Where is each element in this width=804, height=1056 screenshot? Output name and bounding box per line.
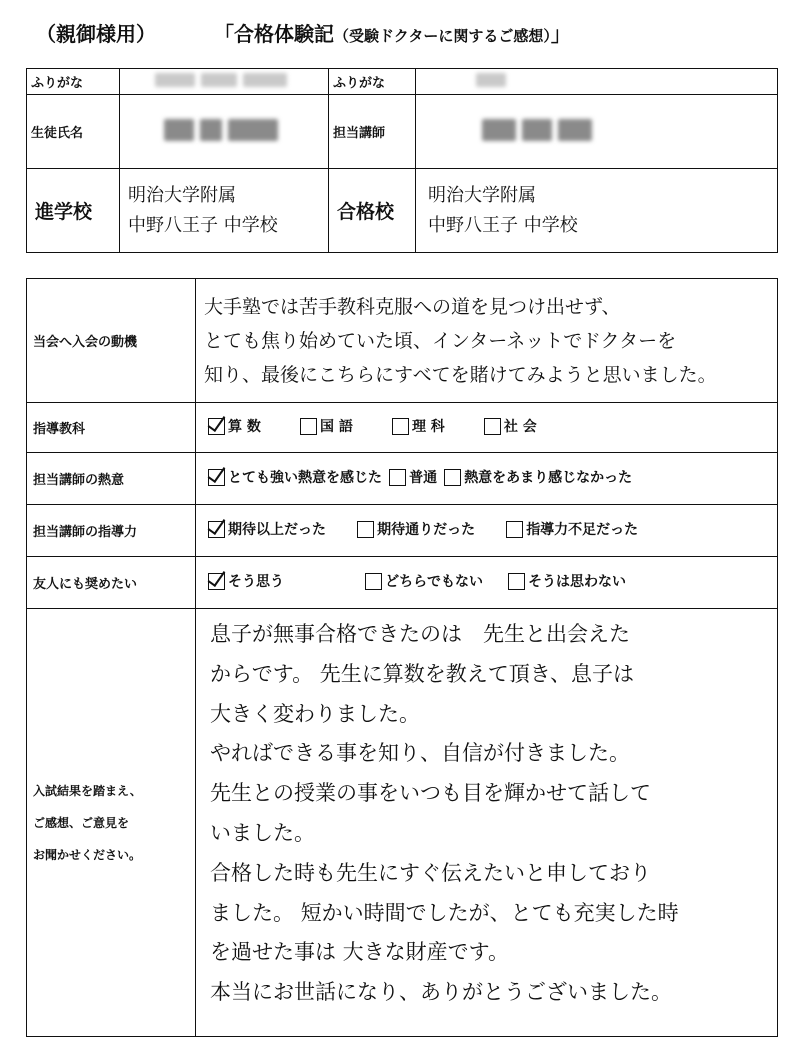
- motivation-answer: [196, 279, 778, 403]
- option-label: そう思う: [228, 574, 284, 591]
- ability-option-insufficient[interactable]: [506, 519, 638, 539]
- recommend-options: [196, 557, 778, 609]
- ability-label: 担当講師の指導力: [27, 505, 196, 557]
- option-label: 社 会: [503, 419, 537, 436]
- school-value: [120, 169, 329, 253]
- furigana-label: ふりがな: [27, 69, 120, 95]
- student-furigana-redacted: [120, 69, 329, 95]
- motivation-line: 大手塾では苦手教科克服への道を見つけ出せず、: [204, 295, 621, 318]
- checked-checkbox-icon: [208, 573, 225, 590]
- subject-option-math[interactable]: [208, 416, 261, 436]
- checkbox-icon: [357, 521, 374, 538]
- comment-line: ました。 短かい時間でしたが、とても充実した時: [210, 900, 679, 925]
- checkbox-icon: [300, 418, 317, 435]
- student-name-redacted: [120, 95, 329, 169]
- subject-option-social[interactable]: [484, 416, 537, 436]
- enthusiasm-options: [196, 453, 778, 505]
- ability-options: [196, 505, 778, 557]
- teacher-furigana-redacted: [416, 69, 778, 95]
- motivation-line: とても焦り始めていた頃、インターネットでドクターを: [204, 329, 677, 352]
- comment-line: 先生との授業の事をいつも目を輝かせて話して: [210, 781, 651, 806]
- comment-line: 合格した時も先生にすぐ伝えたいと申しており: [210, 860, 651, 885]
- school-line-1: 明治大学附属: [128, 184, 236, 206]
- checkbox-icon: [444, 469, 461, 486]
- title-sub: （受験ドクターに関するご感想）: [334, 27, 551, 45]
- ability-option-above[interactable]: [208, 519, 326, 539]
- checkbox-icon: [508, 573, 525, 590]
- comment-label-line: ご感想、ご意見を: [33, 815, 130, 830]
- checkbox-icon: [506, 521, 523, 538]
- subject-label: 指導教科: [27, 403, 196, 453]
- passed-school-value: [416, 169, 778, 253]
- form-title: [214, 18, 571, 47]
- option-label: 国 語: [319, 419, 353, 436]
- option-label: 理 科: [411, 419, 445, 436]
- checkbox-icon: [365, 573, 382, 590]
- motivation-line: 知り、最後にこちらにすべてを賭けてみようと思いました。: [204, 363, 717, 386]
- furigana-label-2: ふりがな: [329, 69, 416, 95]
- checkbox-icon: [484, 418, 501, 435]
- recommend-option-no[interactable]: [508, 571, 626, 591]
- option-label: そうは思わない: [528, 574, 627, 591]
- checked-checkbox-icon: [208, 521, 225, 538]
- motivation-label: 当会へ入会の動機: [27, 279, 196, 403]
- checked-checkbox-icon: [208, 418, 225, 435]
- school-label: 進学校: [27, 169, 120, 253]
- recommend-option-yes[interactable]: [208, 571, 284, 591]
- comment-line: いました。: [210, 820, 315, 845]
- option-label: 熱意をあまり感じなかった: [464, 470, 633, 487]
- comment-line: 大きく変わりました。: [210, 701, 420, 726]
- option-label: とても強い熱意を感じた: [228, 470, 382, 487]
- comment-line: 息子が無事合格できたのは 先生と出会えた: [210, 622, 630, 646]
- option-label: どちらでもない: [385, 574, 483, 591]
- enthusiasm-option-weak[interactable]: [444, 467, 632, 487]
- recommend-option-neutral[interactable]: [365, 571, 483, 591]
- subject-option-science[interactable]: [392, 416, 445, 436]
- title-main: 「合格体験記: [214, 22, 334, 46]
- option-label: 普通: [409, 470, 438, 487]
- enthusiasm-label: 担当講師の熱意: [27, 453, 196, 505]
- comment-line: を過せた事は 大きな財産です。: [210, 940, 509, 965]
- student-name-label: 生徒氏名: [27, 95, 120, 169]
- survey-table: [26, 278, 778, 1037]
- comment-answer: [196, 609, 778, 1037]
- comment-line: 本当にお世話になり、ありがとうございました。: [210, 980, 672, 1005]
- comment-label: [27, 609, 196, 1037]
- comment-label-line: お聞かせください。: [33, 847, 142, 862]
- passed-school-label: 合格校: [329, 169, 416, 253]
- option-label: 指導力不足だった: [526, 522, 639, 539]
- teacher-name-label: 担当講師: [329, 95, 416, 169]
- passed-line-1: 明治大学附属: [428, 184, 536, 206]
- option-label: 期待以上だった: [228, 522, 326, 539]
- ability-option-expected[interactable]: [357, 519, 475, 539]
- checkbox-icon: [389, 469, 406, 486]
- passed-line-2: 中野八王子 中学校: [428, 214, 578, 236]
- enthusiasm-option-normal[interactable]: [389, 467, 437, 487]
- comment-line: からです。 先生に算数を教えて頂き、息子は: [210, 661, 634, 686]
- comment-line: やればできる事を知り、自信が付きました。: [210, 741, 630, 766]
- enthusiasm-option-strong[interactable]: [208, 467, 382, 487]
- checked-checkbox-icon: [208, 469, 225, 486]
- form-header: [0, 14, 804, 54]
- recommend-label: 友人にも奨めたい: [27, 557, 196, 609]
- school-line-2: 中野八王子 中学校: [128, 214, 278, 236]
- subject-options: [196, 403, 778, 453]
- title-end: 」: [550, 22, 571, 46]
- teacher-name-redacted: [416, 95, 778, 169]
- checkbox-icon: [392, 418, 409, 435]
- form-audience: （親御様用）: [36, 22, 156, 46]
- subject-option-japanese[interactable]: [300, 416, 353, 436]
- student-info-table: [26, 68, 778, 253]
- comment-label-line: 入試結果を踏まえ、: [33, 783, 142, 798]
- option-label: 期待通りだった: [377, 522, 476, 539]
- option-label: 算 数: [228, 419, 261, 436]
